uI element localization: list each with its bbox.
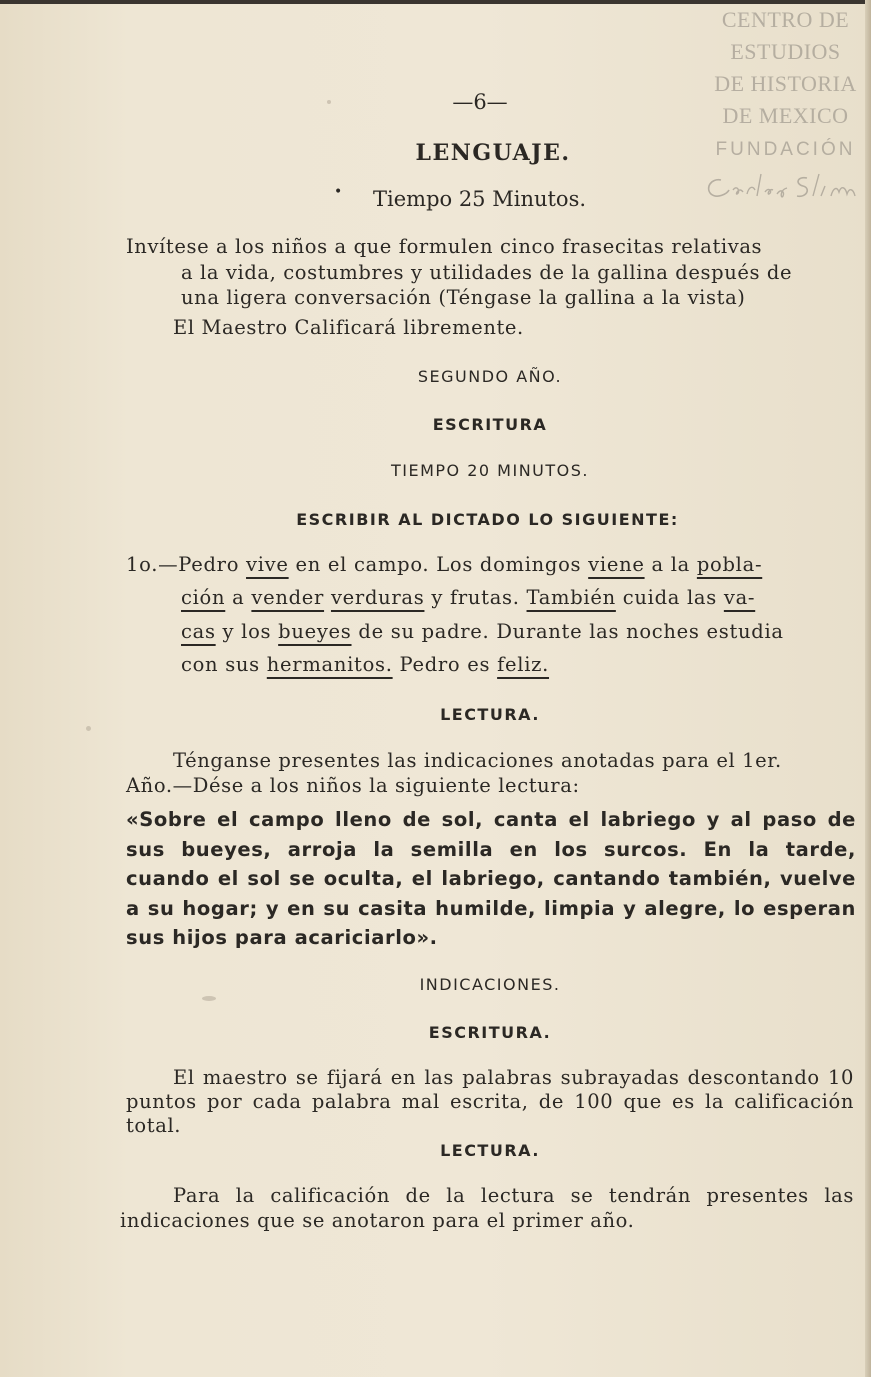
dictation-heading: ESCRIBIR AL DICTADO LO SIGUIENTE: bbox=[296, 510, 679, 529]
dictation-text: a bbox=[225, 586, 252, 609]
dictation-text: 1o.—Pedro bbox=[126, 553, 247, 576]
reading-intro: Ténganse presentes las indicaciones anotadas para el 1er. bbox=[173, 749, 782, 772]
dictation-text: de su padre. Durante las noches estudia bbox=[351, 620, 784, 643]
signature-icon bbox=[703, 170, 868, 204]
watermark-line: CENTRO DE bbox=[721, 7, 850, 32]
watermark-fundacion: FUNDACIÓN bbox=[715, 139, 856, 160]
indications-heading: INDICACIONES. bbox=[419, 975, 561, 994]
instruction-line: a la vida, costumbres y utilidades de la gallina después de bbox=[181, 261, 793, 284]
writing-heading: ESCRITURA bbox=[432, 415, 548, 434]
section-title: LENGUAJE. bbox=[415, 140, 571, 166]
underlined-word: pobla- bbox=[696, 553, 763, 576]
bullet-mark: • bbox=[334, 184, 343, 200]
watermark-line: DE MEXICO bbox=[722, 103, 849, 128]
year-heading: SEGUNDO AÑO. bbox=[417, 367, 563, 386]
reading-passage: «Sobre el campo lleno de sol, canta el labriego y al paso de sus bueyes, arroja la semilla en los surcos. En la tarde, cuando el sol se oculta, el labriego, cantando también, vuelve a su hogar; y en su casita humilde, limpia y alegre, lo esperan sus hijos para acariciarlo». bbox=[126, 808, 856, 949]
ink-smudge bbox=[86, 726, 91, 731]
reading-indication-heading: LECTURA. bbox=[440, 1141, 540, 1160]
watermark-line: DE HISTORIA bbox=[714, 71, 857, 96]
dictation-text: con sus bbox=[181, 653, 267, 676]
watermark-line: ESTUDIOS bbox=[730, 39, 841, 64]
reading-heading: LECTURA. bbox=[440, 705, 540, 724]
dictation-line bbox=[181, 586, 755, 609]
dictation-text: Pedro es bbox=[392, 653, 498, 676]
underlined-word: ción bbox=[181, 586, 226, 609]
underlined-word: bueyes bbox=[278, 620, 352, 643]
dictation-text: en el campo. Los domingos bbox=[288, 553, 589, 576]
dictation-text: a la bbox=[644, 553, 697, 576]
underlined-word: También bbox=[526, 586, 616, 609]
time-heading: TIEMPO 20 MINUTOS. bbox=[391, 461, 589, 480]
underlined-word: va- bbox=[723, 586, 756, 609]
reading-indication-text: Para la calificación de la lectura se tendrán presentes las indicaciones que se anotaron para el primer año. bbox=[120, 1184, 854, 1232]
underlined-word: cas bbox=[181, 620, 216, 643]
underlined-word: vive bbox=[246, 553, 289, 576]
writing-indication-text: El maestro se fijará en las palabras subrayadas descontando 10 puntos por cada palabra mal escrita, de 100 que es la calificación total. bbox=[126, 1066, 854, 1137]
teacher-note: El Maestro Calificará libremente. bbox=[173, 316, 524, 339]
ink-smudge bbox=[202, 996, 216, 1001]
dictation-line bbox=[181, 620, 784, 643]
underlined-word: verduras bbox=[330, 586, 425, 609]
dictation-line bbox=[181, 653, 549, 676]
page-number: —6— bbox=[452, 90, 508, 114]
dictation-text: cuida las bbox=[615, 586, 724, 609]
dictation-text: y los bbox=[215, 620, 279, 643]
underlined-word: viene bbox=[588, 553, 645, 576]
ink-smudge bbox=[327, 100, 331, 104]
time-limit: Tiempo 25 Minutos. bbox=[373, 187, 587, 211]
dictation-text: y frutas. bbox=[424, 586, 527, 609]
writing-indication-heading: ESCRITURA. bbox=[428, 1023, 552, 1042]
underlined-word: feliz. bbox=[497, 653, 550, 676]
dictation-text bbox=[324, 586, 331, 609]
instruction-line: Invítese a los niños a que formulen cinco frasecitas relativas bbox=[126, 235, 763, 258]
underlined-word: vender bbox=[251, 586, 325, 609]
dictation-line bbox=[126, 553, 762, 576]
instruction-line: una ligera conversación (Téngase la gallina a la vista) bbox=[181, 286, 746, 309]
underlined-word: hermanitos. bbox=[266, 653, 393, 676]
reading-intro: Año.—Dése a los niños la siguiente lectura: bbox=[126, 774, 580, 797]
